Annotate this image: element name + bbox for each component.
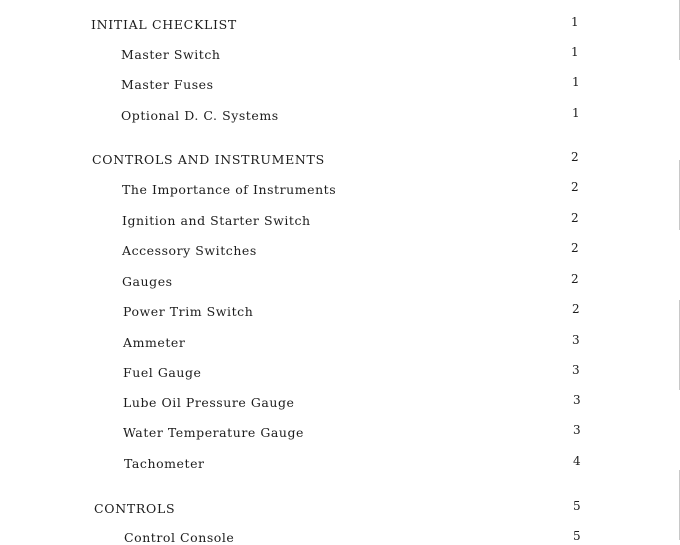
toc-item-importance-of-instruments: The Importance of Instruments bbox=[122, 182, 337, 197]
toc-heading-controls-and-instruments: CONTROLS AND INSTRUMENTS bbox=[92, 152, 325, 167]
toc-page-number: 2 bbox=[571, 150, 579, 164]
toc-heading-controls: CONTROLS bbox=[94, 501, 176, 516]
toc-item-fuel-gauge: Fuel Gauge bbox=[123, 365, 202, 380]
toc-item-ignition-and-starter-switch: Ignition and Starter Switch bbox=[122, 213, 311, 228]
toc-item-accessory-switches: Accessory Switches bbox=[122, 243, 257, 258]
toc-heading-initial-checklist: INITIAL CHECKLIST bbox=[91, 17, 237, 32]
toc-item-gauges: Gauges bbox=[122, 274, 173, 289]
toc-item-power-trim-switch: Power Trim Switch bbox=[123, 304, 254, 319]
toc-page-number: 3 bbox=[573, 393, 581, 407]
toc-page-number: 1 bbox=[572, 106, 580, 120]
toc-page-number: 2 bbox=[571, 211, 579, 225]
toc-page-number: 3 bbox=[572, 333, 580, 347]
toc-item-master-fuses: Master Fuses bbox=[121, 77, 214, 92]
toc-page-number: 4 bbox=[573, 454, 581, 468]
toc-page-number: 2 bbox=[571, 272, 579, 286]
toc-page-number: 2 bbox=[571, 241, 579, 255]
toc-page-number: 1 bbox=[571, 15, 579, 29]
toc-page-number: 1 bbox=[571, 45, 579, 59]
toc-page-number: 2 bbox=[572, 302, 580, 316]
toc-item-lube-oil-pressure-gauge: Lube Oil Pressure Gauge bbox=[123, 395, 295, 410]
toc-page-number: 3 bbox=[573, 423, 581, 437]
toc-item-tachometer: Tachometer bbox=[124, 456, 205, 471]
toc-page-number: 1 bbox=[572, 75, 580, 89]
toc-item-water-temperature-gauge: Water Temperature Gauge bbox=[123, 425, 304, 440]
toc-item-ammeter: Ammeter bbox=[123, 335, 186, 350]
toc-page-number: 5 bbox=[573, 529, 581, 543]
toc-page-number: 2 bbox=[571, 180, 579, 194]
toc-page-number: 5 bbox=[573, 499, 581, 513]
toc-item-control-console: Control Console bbox=[124, 530, 235, 545]
toc-item-optional-dc-systems: Optional D. C. Systems bbox=[121, 108, 279, 123]
toc-page-number: 3 bbox=[572, 363, 580, 377]
toc-item-master-switch: Master Switch bbox=[121, 47, 221, 62]
